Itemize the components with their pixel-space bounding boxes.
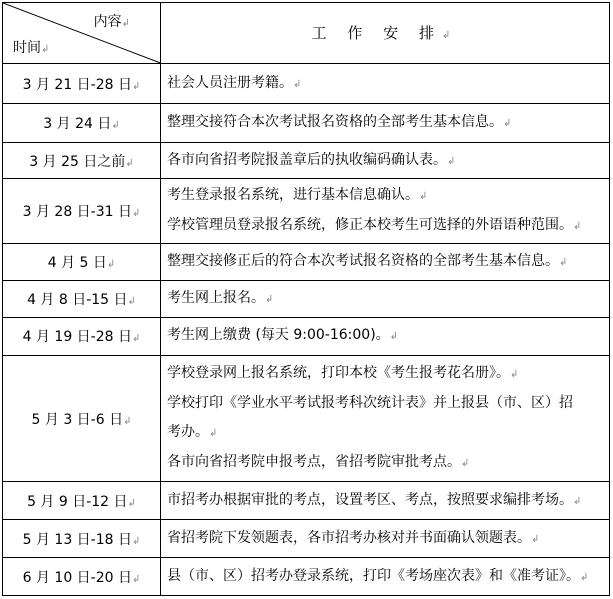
header-title: 工 作 安 排 (311, 24, 442, 43)
header-diagonal-cell (3, 3, 161, 64)
header-row (3, 3, 610, 64)
date-text: 5 月 13 日-18 日 (22, 531, 132, 548)
task-line: 整理交接符合本次考试报名资格的全部考生基本信息。↲ (167, 114, 512, 131)
task-line: 整理交接修正后的符合本次考试报名资格的全部考生基本信息。↲ (167, 252, 568, 269)
task-line: 市招考办根据审批的考点，设置考区、考点，按照要求编排考场。↲ (167, 491, 582, 508)
task-line: 考生网上缴费 (每天 9:00-16:00)。↲ (167, 327, 399, 344)
schedule-row (3, 104, 610, 143)
task-line: 考生网上报名。↲ (167, 289, 274, 306)
date-cell: 3 月 24 日↲ (3, 104, 161, 143)
task-line: 学校登录网上报名系统，打印本校《考生报考花名册》。↲ (167, 365, 519, 382)
task-cell (161, 142, 610, 178)
date-text: 5 月 9 日-12 日 (27, 493, 128, 510)
date-text: 5 月 3 日-6 日 (31, 411, 124, 428)
task-cell (161, 63, 610, 104)
date-text: 3 月 24 日 (43, 116, 112, 133)
task-cell (161, 244, 610, 280)
task-line: 社会人员注册考籍。↲ (167, 74, 302, 91)
schedule-row (3, 63, 610, 104)
schedule-row (3, 280, 610, 318)
task-line: 考办。↲ (167, 424, 218, 441)
schedule-body (3, 3, 610, 596)
schedule-row (3, 179, 610, 244)
date-cell: 3 月 21 日-28 日↲ (3, 63, 161, 104)
task-line: 学校打印《学业水平考试报考科次统计表》并上报县（市、区）招 (167, 395, 573, 412)
task-line: 县（市、区）招考办登录系统，打印《考场座次表》和《准考证》。↲ (167, 567, 589, 584)
date-cell: 6 月 10 日-20 日↲ (3, 558, 161, 596)
header-title-cell: 工 作 安 排↲ (161, 3, 610, 64)
schedule-row (3, 318, 610, 356)
date-text: 6 月 10 日-20 日 (22, 569, 132, 586)
date-cell: 4 月 19 日-28 日↲ (3, 318, 161, 356)
date-text: 4 月 8 日-15 日 (27, 291, 128, 308)
date-text: 4 月 5 日 (47, 254, 107, 271)
date-cell: 3 月 28 日-31 日↲ (3, 179, 161, 244)
task-cell (161, 179, 610, 244)
task-line: 各市向省招考院报盖章后的执收编码确认表。↲ (167, 151, 456, 168)
schedule-row (3, 519, 610, 558)
schedule-row (3, 355, 610, 482)
schedule-table (2, 2, 610, 596)
task-cell (161, 519, 610, 558)
date-text: 4 月 19 日-28 日 (22, 329, 132, 346)
date-cell: 5 月 13 日-18 日↲ (3, 519, 161, 558)
task-cell (161, 355, 610, 482)
date-text: 3 月 28 日-31 日 (22, 204, 132, 221)
date-cell: 5 月 9 日-12 日↲ (3, 482, 161, 520)
schedule-row (3, 142, 610, 178)
date-cell: 5 月 3 日-6 日↲ (3, 355, 161, 482)
task-line: 考生登录报名系统，进行基本信息确认。↲ (167, 187, 428, 204)
task-line: 各市向省招考院申报考点，省招考院审批考点。↲ (167, 454, 470, 471)
date-cell: 4 月 8 日-15 日↲ (3, 280, 161, 318)
task-line: 学校管理员登录报名系统，修正本校考生可选择的外语语种范围。↲ (167, 217, 582, 234)
date-text: 3 月 21 日-28 日 (22, 76, 132, 93)
date-cell: 4 月 5 日↲ (3, 244, 161, 280)
task-cell (161, 280, 610, 318)
schedule-row (3, 558, 610, 596)
header-content-label: 内容↲ (93, 14, 130, 30)
schedule-row (3, 244, 610, 280)
task-cell (161, 482, 610, 520)
task-cell (161, 318, 610, 356)
task-cell (161, 104, 610, 143)
header-time-label: 时间↲ (13, 39, 50, 56)
task-line: 省招考院下发领题表，各市招考办核对并书面确认领题表。↲ (167, 529, 540, 546)
task-cell (161, 558, 610, 596)
schedule-row (3, 482, 610, 520)
date-cell: 3 月 25 日之前↲ (3, 142, 161, 178)
date-text: 3 月 25 日之前 (29, 153, 126, 170)
